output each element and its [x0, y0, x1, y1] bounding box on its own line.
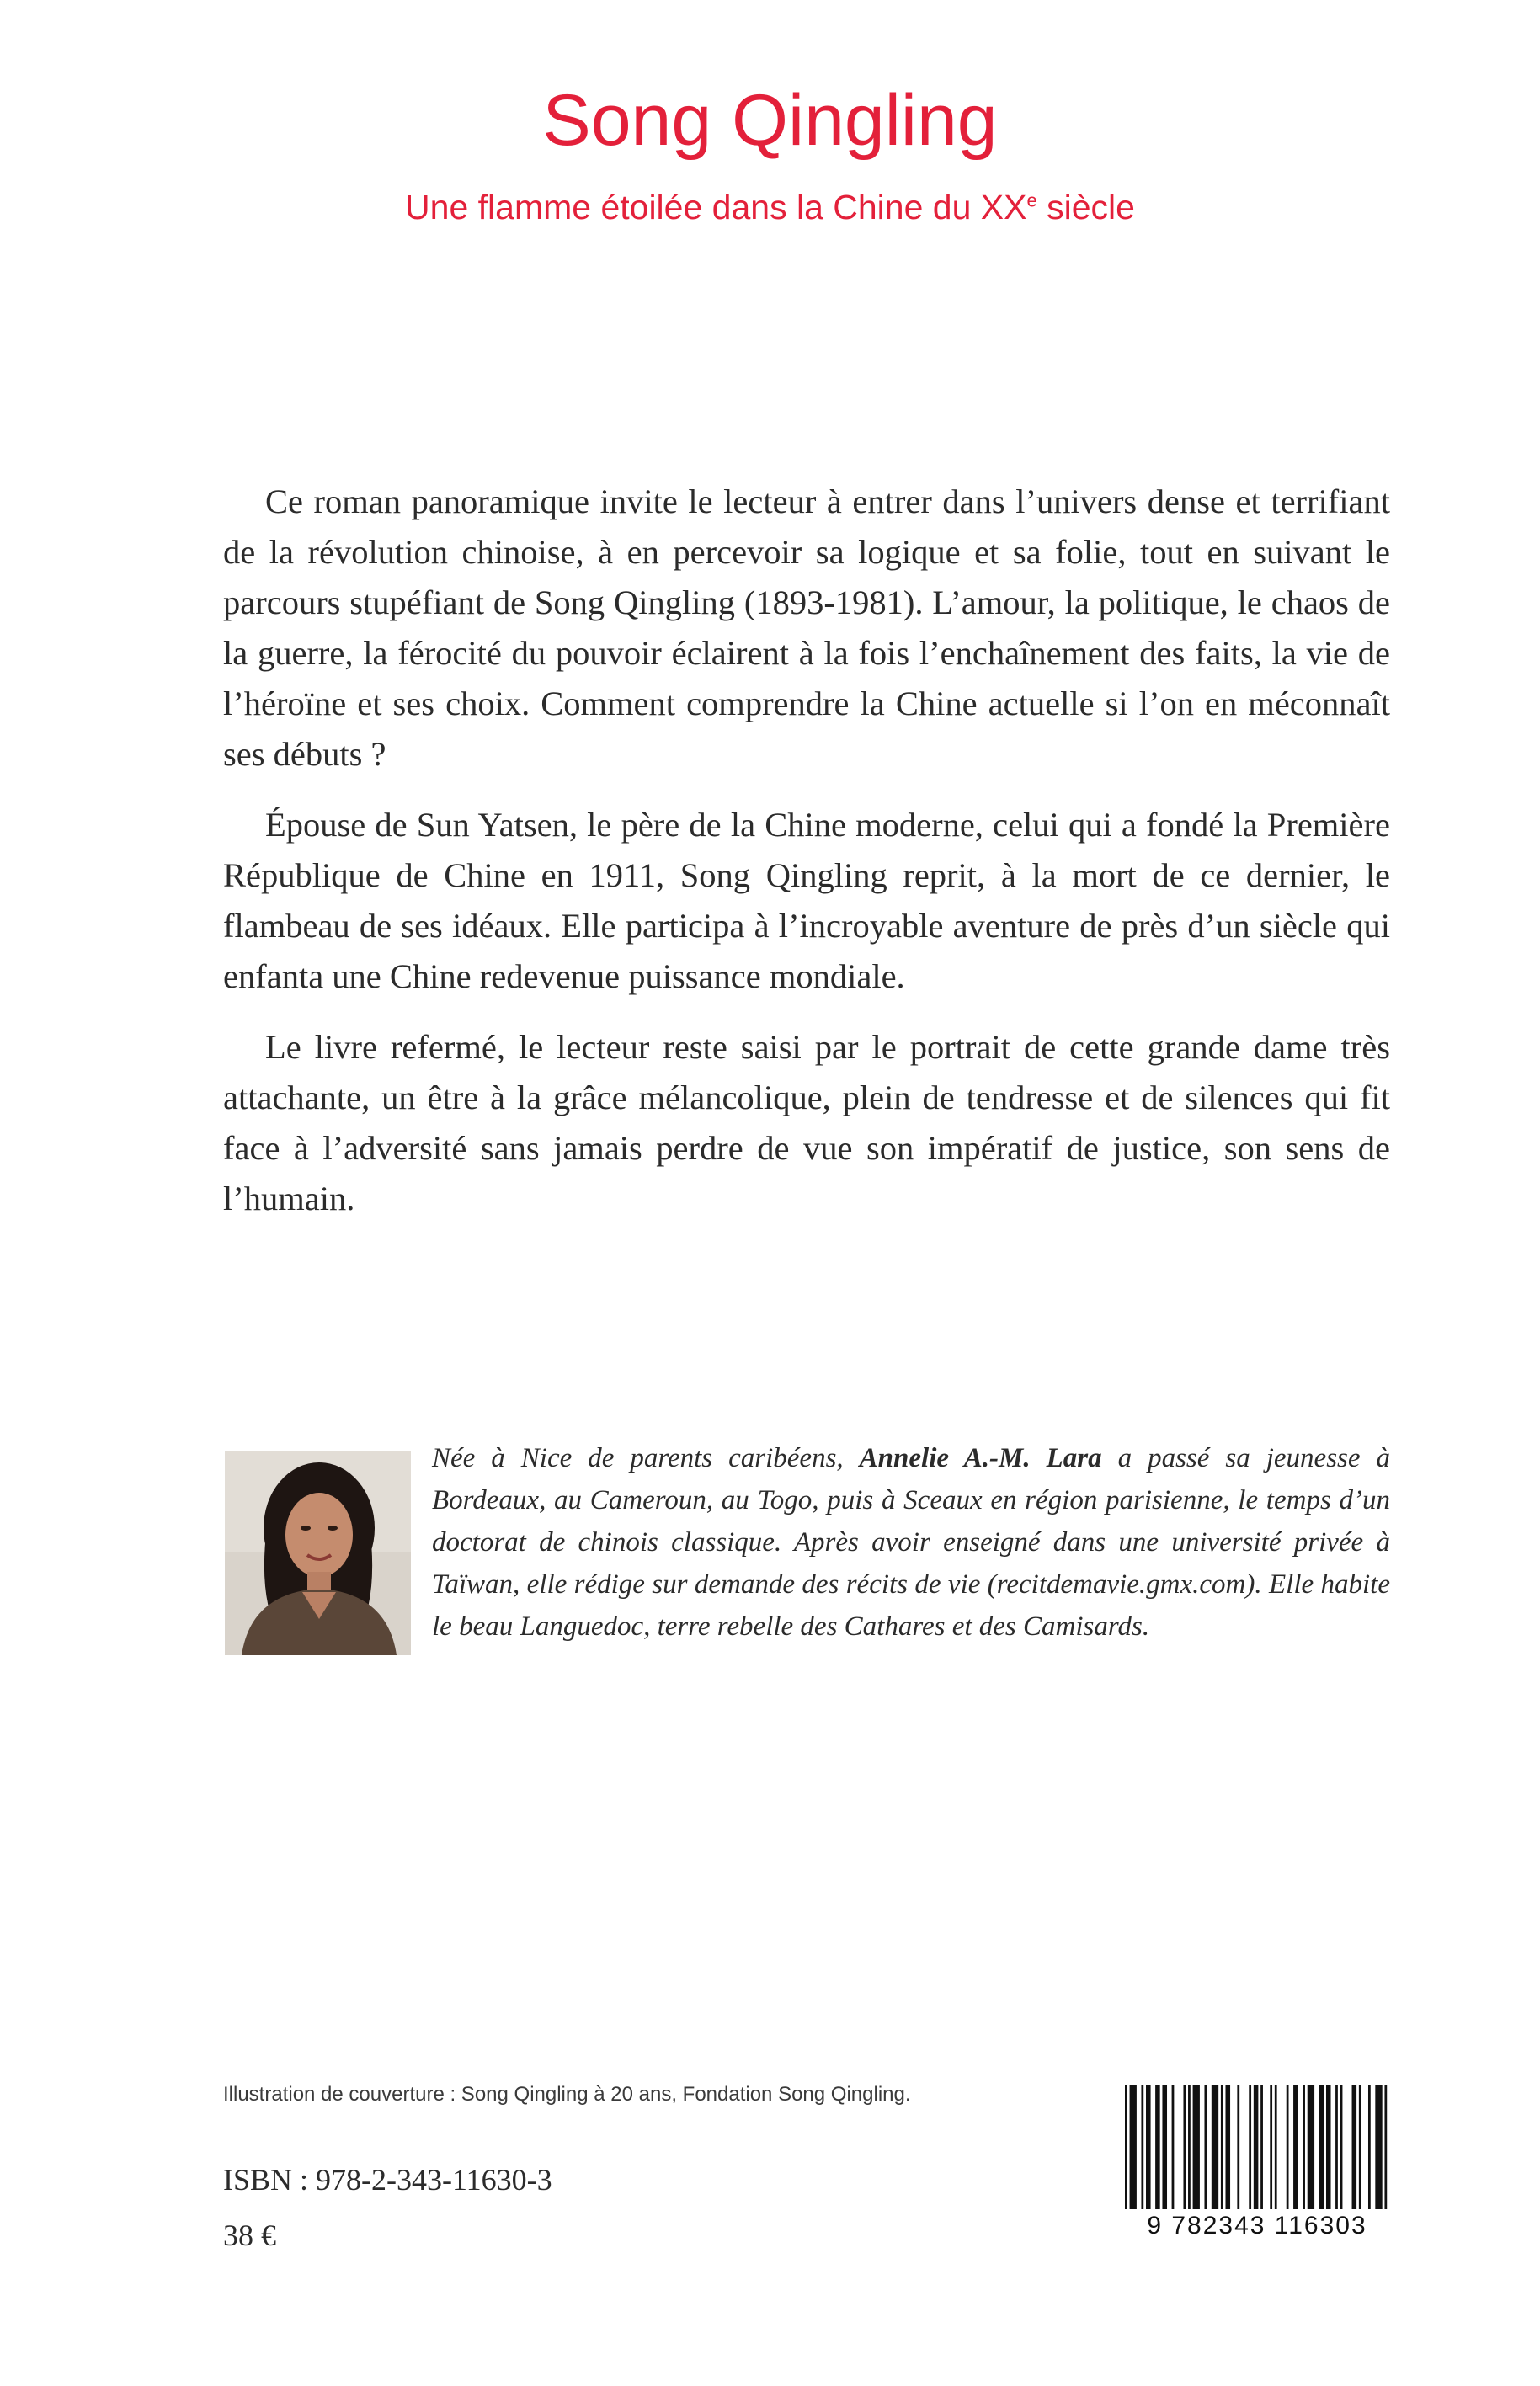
barcode-bars	[1122, 2085, 1393, 2212]
barcode-bar	[1275, 2085, 1277, 2212]
barcode-bar	[1308, 2085, 1314, 2212]
barcode-bar	[1375, 2085, 1382, 2212]
barcode-bar	[1155, 2085, 1160, 2212]
barcode-bar	[1237, 2085, 1239, 2212]
barcode-bar	[1254, 2085, 1259, 2212]
summary-paragraph: Épouse de Sun Yatsen, le père de la Chine moderne, celui qui a fondé la Première République de Chine en 1911, Song Qingling reprit, à la mort de ce dernier, le flambeau de ses idéaux. Elle participa à l’incroyable aventure de près d’un siècle qui enfanta une Chine redevenue puissance mondiale.	[223, 806, 1390, 995]
barcode-bar	[1352, 2085, 1357, 2212]
summary-paragraph: Ce roman panoramique invite le lecteur à entrer dans l’univers dense et terrifiant de la révolution chinoise, à en percevoir sa logique et sa folie, tout en suivant le parcours stupéfiant de Song Qingling (1893-1981). L’amour, la politique, le chaos de la guerre, la férocité du pouvoir éclairent à la fois l’enchaînement des faits, la vie de l’héroïne et ses choix. Comment comprendre la Chine actuelle si l’on en méconnaît ses débuts ?	[223, 482, 1390, 773]
barcode-bar	[1249, 2085, 1251, 2212]
barcode-bar	[1287, 2085, 1289, 2212]
barcode-bar	[1384, 2085, 1387, 2212]
barcode-bar	[1260, 2085, 1263, 2212]
author-bio-rest: a passé sa jeunesse à Bordeaux, au Cameroun, au Togo, puis à Sceaux en région parisienne, le temps d’un doctorat de chinois classique. Après avoir enseigné dans une université privée à Taïwan, elle rédige sur demande des récits de vie (recitdemavie.gmx.com). Elle habite le beau Languedoc, terre rebelle des Cathares et des Camisards.	[432, 1443, 1391, 1642]
author-name: Annelie A.-M. Lara	[859, 1443, 1102, 1473]
barcode-bar	[1340, 2085, 1343, 2212]
barcode-bar	[1172, 2085, 1175, 2212]
barcode-bar	[1368, 2085, 1371, 2212]
barcode-bar	[1141, 2085, 1143, 2212]
cover-illustration-credit: Illustration de couverture : Song Qingling à 20 ans, Fondation Song Qingling.	[223, 2083, 911, 2106]
subtitle-superscript: e	[1026, 189, 1037, 211]
barcode-bar	[1221, 2085, 1223, 2212]
barcode-bar	[1146, 2085, 1151, 2212]
barcode-bar	[1204, 2085, 1207, 2212]
barcode-bar	[1225, 2085, 1230, 2212]
subtitle-main: Une flamme étoilée dans la Chine du XX	[405, 188, 1027, 226]
barcode-bar	[1183, 2085, 1186, 2212]
barcode-bar	[1162, 2085, 1167, 2212]
summary-paragraph: Le livre refermé, le lecteur reste saisi par le portrait de cette grande dame très attachante, un être à la grâce mélancolique, plein de tendresse et de silences qui fit face à l’adversité sans jamais perdre de vue son impératif de justice, son sens de l’humain.	[223, 1028, 1390, 1217]
book-summary	[223, 477, 1390, 1244]
barcode-bar	[1270, 2085, 1272, 2212]
barcode-bar	[1359, 2085, 1361, 2212]
barcode-bar	[1125, 2085, 1127, 2212]
barcode-bar	[1212, 2085, 1218, 2212]
barcode-bar	[1193, 2085, 1200, 2212]
barcode-digits: 9 782343 116303	[1122, 2209, 1393, 2243]
barcode-bar	[1130, 2085, 1137, 2212]
book-title: Song Qingling	[542, 80, 998, 161]
barcode-bar	[1303, 2085, 1305, 2212]
author-bio-intro: Née à Nice de parents caribéens,	[432, 1443, 860, 1473]
author-bio	[432, 1437, 1390, 1648]
barcode-bar	[1188, 2085, 1191, 2212]
barcode-bar	[1326, 2085, 1331, 2212]
barcode-bar	[1319, 2085, 1324, 2212]
barcode-bar	[1335, 2085, 1338, 2212]
isbn: ISBN : 978-2-343-11630-3	[223, 2163, 552, 2197]
barcode-bar	[1293, 2085, 1298, 2212]
price: 38 €	[223, 2218, 276, 2252]
author-photo	[225, 1451, 411, 1655]
book-subtitle	[0, 182, 1540, 232]
subtitle-end: siècle	[1036, 188, 1135, 226]
